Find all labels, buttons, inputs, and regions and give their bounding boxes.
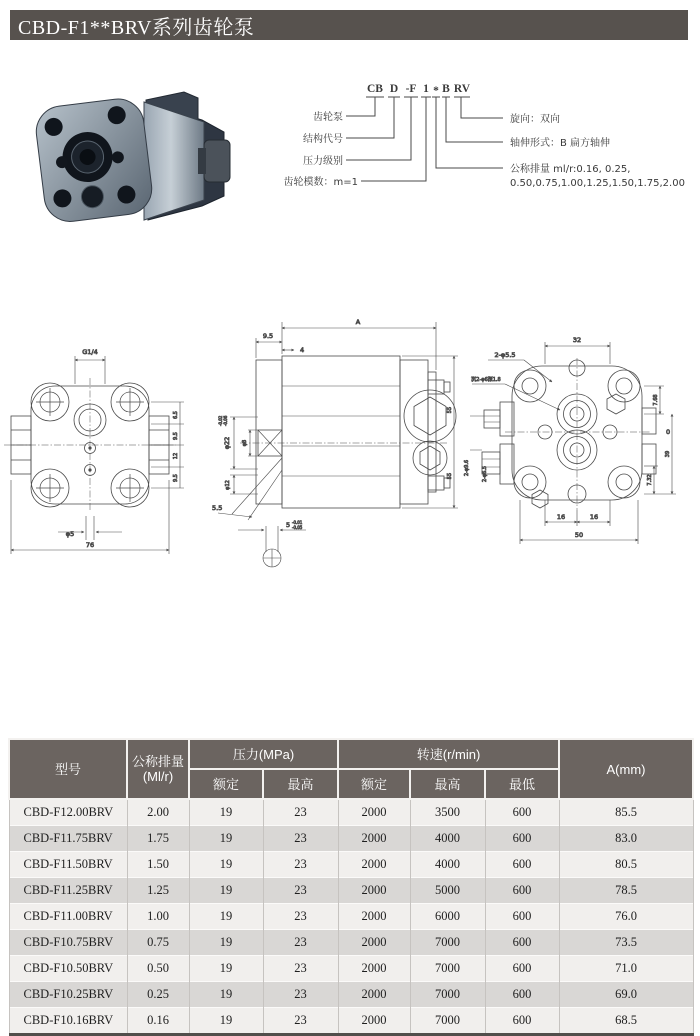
dim-16-right: 16 <box>589 513 599 521</box>
cell-s_rated: 2000 <box>338 956 410 982</box>
cell-p_max: 23 <box>263 982 338 1008</box>
detail-dim-5: 5 <box>286 521 291 529</box>
dim-height-upper: 55 <box>447 406 453 414</box>
cell-a: 78.5 <box>559 878 693 904</box>
cell-a: 71.0 <box>559 956 693 982</box>
dim-g14: G1/4 <box>82 348 98 356</box>
header-pressure-rated: 额定 <box>189 769 263 799</box>
cell-s_rated: 2000 <box>338 826 410 852</box>
product-photo <box>26 74 236 230</box>
cell-displacement: 0.16 <box>127 1008 189 1035</box>
header-pressure-max: 最高 <box>263 769 338 799</box>
cell-p_max: 23 <box>263 799 338 826</box>
cell-p_max: 23 <box>263 904 338 930</box>
cell-a: 80.5 <box>559 852 693 878</box>
table-row <box>9 799 693 826</box>
cell-displacement: 0.50 <box>127 956 189 982</box>
cell-s_max: 5000 <box>410 878 485 904</box>
label-displacement-1: 公称排量 ml/r:0.16, 0.25, <box>510 164 631 175</box>
dim-76: 76 <box>85 541 95 549</box>
header-model: 型号 <box>9 739 127 799</box>
dim-right-1: 6.5 <box>173 411 179 419</box>
cell-a: 85.5 <box>559 799 693 826</box>
cell-p_rated: 19 <box>189 852 263 878</box>
label-displacement-2: 0.50,0.75,1.00,1.25,1.50,1.75,2.00 <box>510 178 685 189</box>
cell-p_rated: 19 <box>189 878 263 904</box>
cell-model: CBD-F11.25BRV <box>9 878 127 904</box>
header-speed-group: 转速(r/min) <box>338 739 559 769</box>
cell-displacement: 1.00 <box>127 904 189 930</box>
front-view <box>4 348 184 554</box>
header-a-mm: A(mm) <box>559 739 693 799</box>
code-part-d: D <box>389 83 399 95</box>
header-displacement-unit: (Ml/r) <box>142 769 174 784</box>
dim-phi5: φ5 <box>65 530 75 538</box>
cell-displacement: 1.25 <box>127 878 189 904</box>
header-speed-rated: 额定 <box>338 769 410 799</box>
cell-s_rated: 2000 <box>338 904 410 930</box>
label-rotation: 旋向：双向 <box>510 114 560 125</box>
label-structure-code: 结构代号 <box>303 134 343 145</box>
dim-right-2: 9.5 <box>173 432 179 440</box>
cell-model: CBD-F10.75BRV <box>9 930 127 956</box>
cell-s_rated: 2000 <box>338 1008 410 1035</box>
cell-displacement: 0.75 <box>127 930 189 956</box>
rear-view <box>464 336 676 544</box>
cell-p_rated: 19 <box>189 904 263 930</box>
table-row <box>9 930 693 956</box>
cell-p_max: 23 <box>263 852 338 878</box>
cell-p_max: 23 <box>263 930 338 956</box>
cell-p_max: 23 <box>263 956 338 982</box>
cell-s_max: 4000 <box>410 826 485 852</box>
gear-pump-photo-art <box>26 74 236 230</box>
cell-p_rated: 19 <box>189 930 263 956</box>
cell-s_min: 600 <box>485 878 559 904</box>
cell-model: CBD-F12.00BRV <box>9 799 127 826</box>
dim-16-left: 16 <box>556 513 566 521</box>
callout-2phi96: 2-φ9.6 <box>464 459 470 477</box>
dim-right-4: 9.5 <box>173 474 179 482</box>
dim-shaft-tol-upper: -0.02 <box>218 415 223 426</box>
cell-a: 83.0 <box>559 826 693 852</box>
table-row <box>9 878 693 904</box>
cell-s_max: 7000 <box>410 982 485 1008</box>
dim-32: 32 <box>572 336 582 344</box>
cell-displacement: 1.50 <box>127 852 189 878</box>
side-view <box>212 318 458 567</box>
code-part-b: B <box>442 83 450 95</box>
dim-hub: φ12 <box>225 480 231 490</box>
cell-a: 73.5 <box>559 930 693 956</box>
dim-length-a: A <box>355 318 361 326</box>
spec-table-header <box>9 739 693 799</box>
cell-p_rated: 19 <box>189 826 263 852</box>
cell-s_min: 600 <box>485 982 559 1008</box>
cell-p_max: 23 <box>263 878 338 904</box>
header-speed-min: 最低 <box>485 769 559 799</box>
cell-s_max: 7000 <box>410 1008 485 1035</box>
cell-s_min: 600 <box>485 852 559 878</box>
cell-s_max: 3500 <box>410 799 485 826</box>
callout-spotface: 沉2-φ6深1.8 <box>471 377 501 383</box>
cell-a: 69.0 <box>559 982 693 1008</box>
cell-s_min: 600 <box>485 1008 559 1035</box>
cell-s_rated: 2000 <box>338 982 410 1008</box>
dim-offset: 5.5 <box>212 504 223 512</box>
cell-p_max: 23 <box>263 826 338 852</box>
cell-s_rated: 2000 <box>338 930 410 956</box>
cell-model: CBD-F10.25BRV <box>9 982 127 1008</box>
code-part-star: * <box>433 85 439 97</box>
cell-p_rated: 19 <box>189 982 263 1008</box>
cell-s_rated: 2000 <box>338 878 410 904</box>
code-part-f: -F <box>405 83 417 95</box>
callout-2phi65: 2-φ6.5 <box>482 465 488 483</box>
model-code-diagram <box>278 78 692 208</box>
model-code-string <box>367 83 471 97</box>
dim-right-3: 12 <box>173 452 179 460</box>
cell-s_min: 600 <box>485 904 559 930</box>
code-part-cb: CB <box>367 83 383 95</box>
cell-p_rated: 19 <box>189 1008 263 1035</box>
cell-model: CBD-F11.50BRV <box>9 852 127 878</box>
label-shaft-type: 轴伸形式：B 扁方轴伸 <box>510 138 611 149</box>
dim-step-4: 4 <box>300 346 305 354</box>
cell-a: 76.0 <box>559 904 693 930</box>
spec-table-body <box>9 799 693 1035</box>
dim-height-lower: 55 <box>447 472 453 480</box>
cell-s_rated: 2000 <box>338 799 410 826</box>
cell-displacement: 1.75 <box>127 826 189 852</box>
dim-shaft-tol-lower: -0.06 <box>223 415 228 426</box>
code-part-1: 1 <box>423 83 429 95</box>
detail-tol-lower: -0.05 <box>292 525 303 530</box>
header-displacement-text: 公称排量 <box>131 754 184 769</box>
cell-s_rated: 2000 <box>338 852 410 878</box>
table-row <box>9 1008 693 1035</box>
pump-flange <box>33 96 154 224</box>
dim-39: 39 <box>665 450 671 458</box>
label-gear-module: 齿轮模数：m=1 <box>283 177 358 188</box>
cell-s_min: 600 <box>485 826 559 852</box>
cell-s_max: 7000 <box>410 930 485 956</box>
cell-model: CBD-F10.50BRV <box>9 956 127 982</box>
cell-model: CBD-F11.00BRV <box>9 904 127 930</box>
cell-s_min: 600 <box>485 930 559 956</box>
cell-a: 68.5 <box>559 1008 693 1035</box>
cell-s_max: 4000 <box>410 852 485 878</box>
cell-p_max: 23 <box>263 1008 338 1035</box>
cell-s_min: 600 <box>485 956 559 982</box>
detail-tol-upper: -0.01 <box>292 520 303 525</box>
cell-s_max: 6000 <box>410 904 485 930</box>
cell-displacement: 2.00 <box>127 799 189 826</box>
page-title-bar <box>10 10 688 40</box>
header-displacement <box>127 739 189 799</box>
code-part-rv: RV <box>453 83 471 95</box>
dim-bore: φ8 <box>242 439 248 447</box>
pump-body <box>144 92 230 220</box>
cell-p_rated: 19 <box>189 956 263 982</box>
dim-50: 50 <box>574 531 584 539</box>
cell-model: CBD-F11.75BRV <box>9 826 127 852</box>
header-pressure-group: 压力(MPa) <box>189 739 338 769</box>
table-row <box>9 826 693 852</box>
cell-model: CBD-F10.16BRV <box>9 1008 127 1035</box>
label-gear-pump: 齿轮泵 <box>313 112 343 123</box>
table-row <box>9 956 693 982</box>
spec-table <box>8 738 694 1036</box>
cell-p_rated: 19 <box>189 799 263 826</box>
cell-s_min: 600 <box>485 799 559 826</box>
cell-displacement: 0.25 <box>127 982 189 1008</box>
code-left-labels <box>284 110 358 188</box>
dim-zero: 0 <box>666 428 671 436</box>
dim-768: 7.68 <box>653 394 659 406</box>
table-row <box>9 852 693 878</box>
label-pressure-level: 压力级别 <box>303 156 343 167</box>
dim-732: 7.32 <box>647 474 653 486</box>
technical-drawings <box>0 298 700 586</box>
table-row <box>9 982 693 1008</box>
code-connector-lines <box>346 97 503 181</box>
header-speed-max: 最高 <box>410 769 485 799</box>
cell-s_max: 7000 <box>410 956 485 982</box>
page-title: CBD-F1**BRV系列齿轮泵 <box>18 16 255 39</box>
table-row <box>9 904 693 930</box>
code-right-labels <box>510 112 685 189</box>
dim-shaft-dia: φ22 <box>223 436 231 450</box>
callout-2phi55: 2-φ5.5 <box>494 351 516 359</box>
dim-flange-thk: 9.5 <box>262 332 274 340</box>
